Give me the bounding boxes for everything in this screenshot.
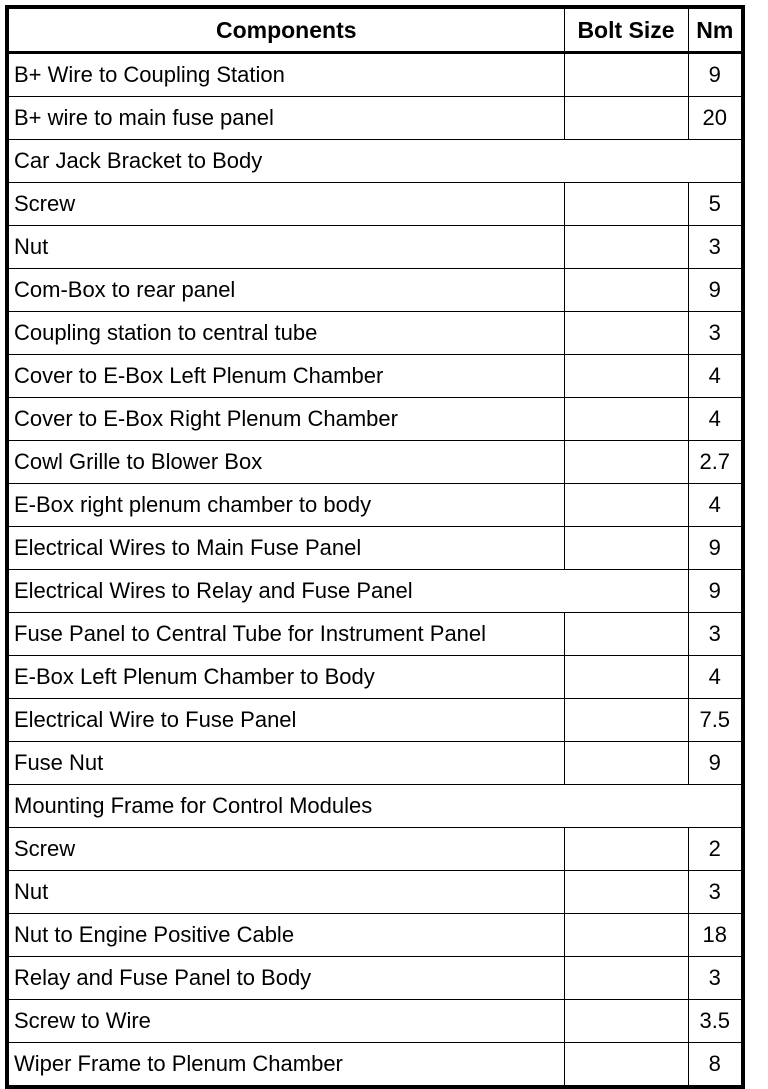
bolt-size-cell — [564, 828, 688, 871]
nm-cell: 3.5 — [688, 1000, 743, 1043]
bolt-size-cell — [564, 613, 688, 656]
table-row — [7, 527, 743, 570]
bolt-size-cell — [564, 53, 688, 97]
component-cell: E-Box Left Plenum Chamber to Body — [7, 656, 564, 699]
component-cell: Fuse Nut — [7, 742, 564, 785]
nm-cell: 4 — [688, 484, 743, 527]
bolt-size-cell — [564, 957, 688, 1000]
nm-cell: 7.5 — [688, 699, 743, 742]
nm-cell: 4 — [688, 656, 743, 699]
table-row — [7, 1000, 743, 1043]
component-cell: Cover to E-Box Left Plenum Chamber — [7, 355, 564, 398]
nm-cell: 9 — [688, 527, 743, 570]
nm-cell: 3 — [688, 613, 743, 656]
nm-cell: 9 — [688, 570, 743, 613]
torque-specification-table — [5, 5, 745, 1089]
nm-cell: 3 — [688, 871, 743, 914]
bolt-size-cell — [564, 269, 688, 312]
component-cell: Electrical Wires to Relay and Fuse Panel — [7, 570, 688, 613]
table-row — [7, 570, 743, 613]
bolt-size-cell — [564, 742, 688, 785]
table-group-row — [7, 140, 743, 183]
component-cell: Screw — [7, 183, 564, 226]
component-cell: Fuse Panel to Central Tube for Instrument Panel — [7, 613, 564, 656]
nm-cell: 9 — [688, 742, 743, 785]
table-row — [7, 269, 743, 312]
component-cell: Screw — [7, 828, 564, 871]
bolt-size-cell — [564, 871, 688, 914]
table-row — [7, 312, 743, 355]
nm-cell: 4 — [688, 355, 743, 398]
table-row — [7, 97, 743, 140]
bolt-size-cell — [564, 699, 688, 742]
table-row — [7, 183, 743, 226]
table-header-row — [7, 7, 743, 53]
nm-cell: 3 — [688, 312, 743, 355]
nm-cell: 5 — [688, 183, 743, 226]
component-cell: Electrical Wire to Fuse Panel — [7, 699, 564, 742]
table-row — [7, 656, 743, 699]
component-cell: Coupling station to central tube — [7, 312, 564, 355]
table-row — [7, 613, 743, 656]
nm-cell: 3 — [688, 226, 743, 269]
table-row — [7, 828, 743, 871]
table-row — [7, 742, 743, 785]
bolt-size-cell — [564, 183, 688, 226]
table-row — [7, 355, 743, 398]
table-row — [7, 484, 743, 527]
component-cell: Cowl Grille to Blower Box — [7, 441, 564, 484]
component-cell: E-Box right plenum chamber to body — [7, 484, 564, 527]
bolt-size-cell — [564, 441, 688, 484]
bolt-size-cell — [564, 97, 688, 140]
group-heading-cell: Car Jack Bracket to Body — [7, 140, 743, 183]
nm-cell: 4 — [688, 398, 743, 441]
table-group-row — [7, 785, 743, 828]
table-row — [7, 871, 743, 914]
component-cell: Screw to Wire — [7, 1000, 564, 1043]
table-row — [7, 53, 743, 97]
header-nm: Nm — [688, 7, 743, 53]
bolt-size-cell — [564, 914, 688, 957]
nm-cell: 2.7 — [688, 441, 743, 484]
component-cell: Cover to E-Box Right Plenum Chamber — [7, 398, 564, 441]
table-row — [7, 441, 743, 484]
component-cell: B+ wire to main fuse panel — [7, 97, 564, 140]
header-bolt-size: Bolt Size — [564, 7, 688, 53]
bolt-size-cell — [564, 312, 688, 355]
table-row — [7, 957, 743, 1000]
nm-cell: 18 — [688, 914, 743, 957]
component-cell: Nut — [7, 226, 564, 269]
nm-cell: 3 — [688, 957, 743, 1000]
bolt-size-cell — [564, 527, 688, 570]
group-heading-cell: Mounting Frame for Control Modules — [7, 785, 743, 828]
table-row — [7, 699, 743, 742]
header-components: Components — [7, 7, 564, 53]
table-row — [7, 1043, 743, 1088]
nm-cell: 9 — [688, 53, 743, 97]
table-row — [7, 226, 743, 269]
bolt-size-cell — [564, 226, 688, 269]
component-cell: Nut to Engine Positive Cable — [7, 914, 564, 957]
nm-cell: 9 — [688, 269, 743, 312]
nm-cell: 20 — [688, 97, 743, 140]
table-row — [7, 398, 743, 441]
component-cell: Wiper Frame to Plenum Chamber — [7, 1043, 564, 1088]
nm-cell: 8 — [688, 1043, 743, 1088]
torque-table-container — [5, 5, 745, 1076]
bolt-size-cell — [564, 484, 688, 527]
bolt-size-cell — [564, 398, 688, 441]
table-body — [7, 53, 743, 1088]
bolt-size-cell — [564, 355, 688, 398]
nm-cell: 2 — [688, 828, 743, 871]
bolt-size-cell — [564, 656, 688, 699]
component-cell: Nut — [7, 871, 564, 914]
bolt-size-cell — [564, 1000, 688, 1043]
component-cell: B+ Wire to Coupling Station — [7, 53, 564, 97]
component-cell: Com-Box to rear panel — [7, 269, 564, 312]
component-cell: Electrical Wires to Main Fuse Panel — [7, 527, 564, 570]
table-row — [7, 914, 743, 957]
component-cell: Relay and Fuse Panel to Body — [7, 957, 564, 1000]
bolt-size-cell — [564, 1043, 688, 1088]
